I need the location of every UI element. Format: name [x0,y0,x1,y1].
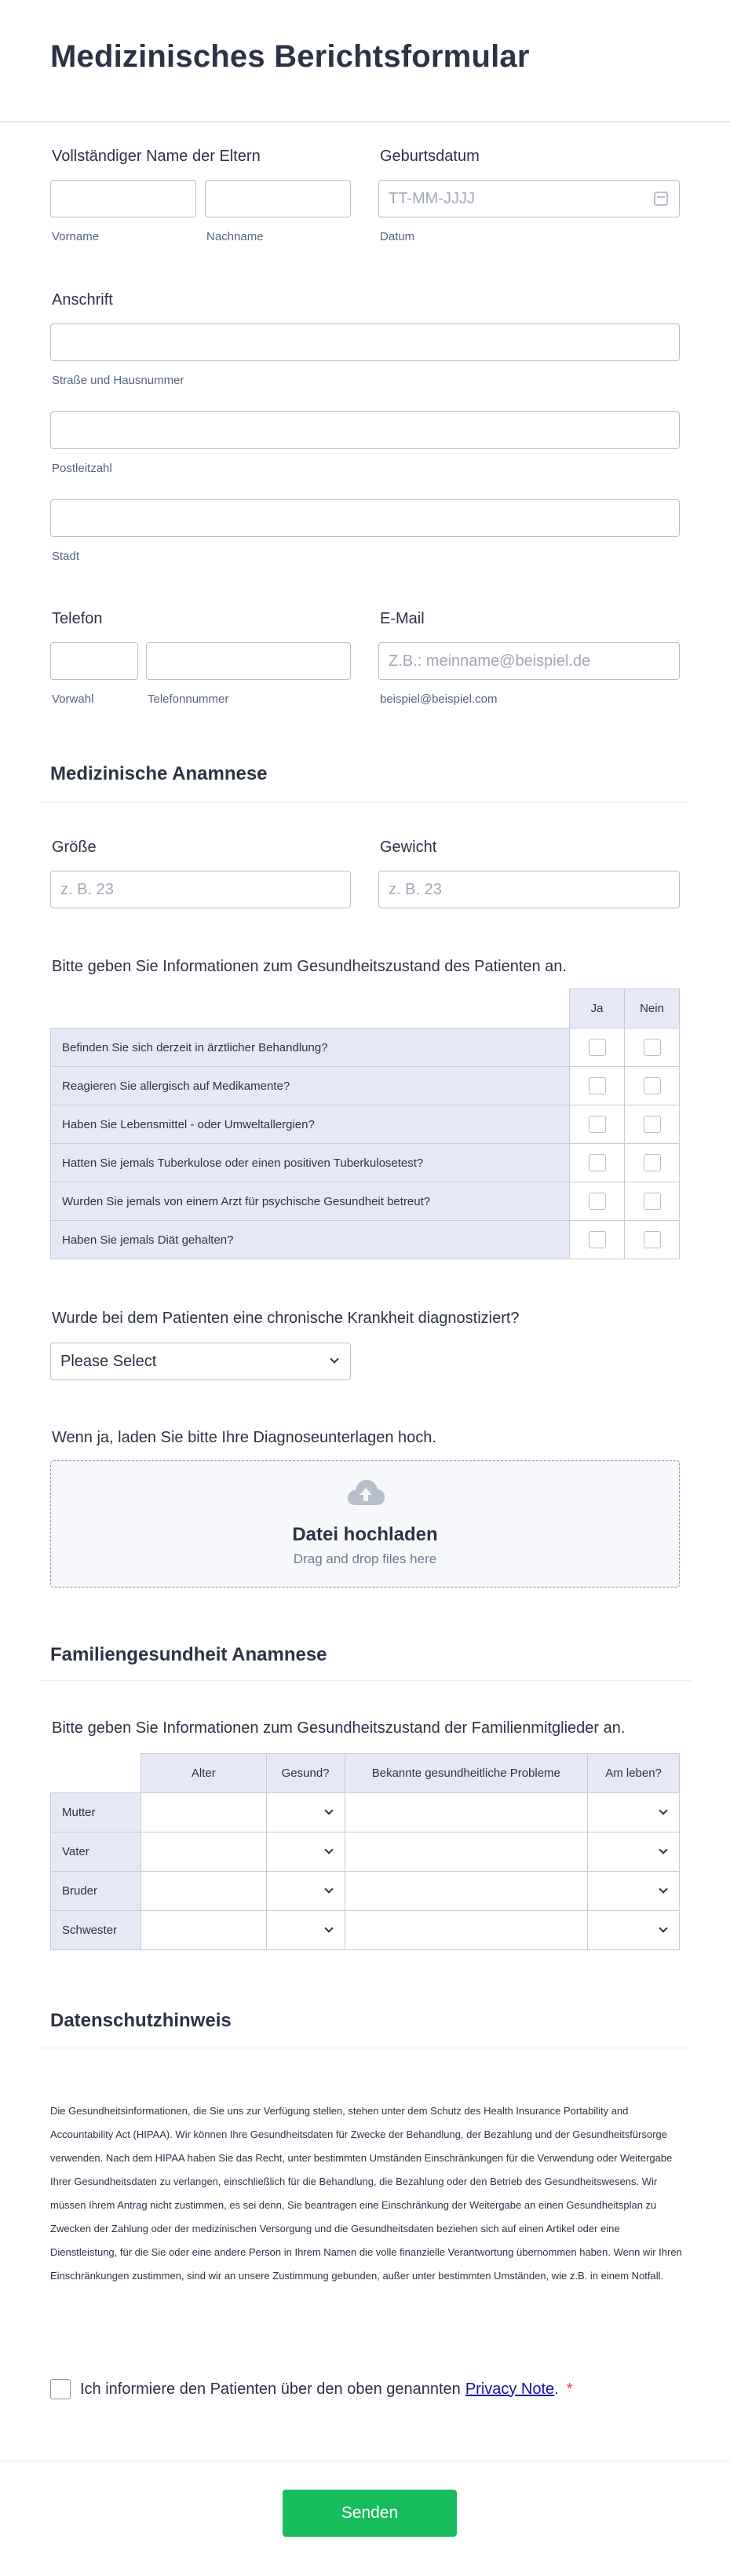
family-row-label: Mutter [51,1793,141,1832]
street-input[interactable] [50,323,680,361]
age-cell-input[interactable] [141,1872,266,1911]
matrix-checkbox[interactable] [644,1039,661,1056]
consent-text: Ich informiere den Patienten über den oben genannten [80,2380,461,2398]
first-name-input[interactable] [50,180,196,217]
section-divider [39,1680,691,1681]
healthy-select[interactable] [267,1794,345,1832]
problems-cell-input[interactable] [345,1872,588,1911]
matrix-col-nein: Nein [625,989,680,1029]
birth-date-input[interactable] [378,180,680,217]
phone-number-sublabel: Telefonnummer [148,692,229,706]
privacy-note-link[interactable]: Privacy Note [465,2380,555,2398]
table-row [51,1182,680,1221]
email-placeholder: Z.B.: meinname@beispiel.de [389,652,591,670]
phone-number-input[interactable] [146,642,351,680]
table-row [51,1872,680,1911]
first-name-sublabel: Vorname [52,230,100,243]
problems-cell-input[interactable] [345,1793,588,1832]
page-title: Medizinisches Berichtsformular [50,39,530,74]
matrix-checkbox[interactable] [644,1116,661,1133]
family-col-alive: Am leben? [588,1754,680,1793]
zip-sublabel: Postleitzahl [52,462,112,475]
chronic-select[interactable] [50,1343,351,1380]
anamnesis-title: Medizinische Anamnese [50,763,268,784]
health-matrix-question: Bitte geben Sie Informationen zum Gesundheitszustand des Patienten an. [52,958,567,975]
age-cell-input[interactable] [141,1911,266,1950]
matrix-corner [51,989,570,1029]
chronic-select-value: Please Select [60,1352,157,1370]
chevron-down-icon [659,1884,667,1893]
matrix-row-label: Wurden Sie jemals von einem Arzt für psychische Gesundheit betreut? [51,1182,570,1221]
chevron-down-icon [659,1924,667,1932]
family-col-age: Alter [141,1754,266,1793]
matrix-col-ja: Ja [570,989,625,1029]
family-title: Familiengesundheit Anamnese [50,1644,327,1665]
healthy-select[interactable] [267,1833,345,1871]
chevron-down-icon [324,1884,333,1893]
birth-date-label: Geburtsdatum [380,148,480,165]
email-label: E-Mail [380,610,425,627]
height-input[interactable] [50,871,351,908]
family-row-label: Bruder [51,1872,141,1911]
privacy-title: Datenschutzhinweis [50,2010,232,2031]
privacy-text: Die Gesundheitsinformationen, die Sie uns zur Verfügung stellen, stehen unter dem Schutz des Health Insurance Portability and Accountability Act (HIPAA). Wir können Ihre Gesundheitsdaten für Zwecke der Behandlung, der Bezahlung und der Gesundheitsfürsorge verwenden. Nach dem HIPAA haben Sie das Recht, unter bestimmten Umständen Einschränkungen für die Verwendung oder Weitergabe Ihrer Gesundheitsdaten zu verlangen, einschließlich für die Behandlung, die Bezahlung oder den Betrieb des Gesundheitswesens. Wir müssen Ihrem Antrag nicht zustimmen, es sei denn, Sie beantragen eine Einschränkung der Weitergabe an einen Gesundheitsplan zu Zwecken der Zahlung oder der medizinischen Versorgung und die Gesundheitsdaten beziehen sich auf einen Artikel oder eine Dienstleistung, für die Sie oder eine andere Person in Ihrem Namen die volle finanzielle Verantwortung übernommen haben. Wenn wir Ihren Einschränkungen zustimmen, sind wir an unsere Zustimmung gebunden, außer unter bestimmten Umständen, wie z.B. in einem Notfall. [50,2105,682,2282]
chevron-down-icon [324,1845,333,1854]
city-input[interactable] [50,499,680,537]
height-placeholder: z. B. 23 [60,880,114,898]
matrix-checkbox[interactable] [589,1116,606,1133]
matrix-checkbox[interactable] [644,1193,661,1210]
matrix-checkbox[interactable] [589,1077,606,1094]
alive-select[interactable] [588,1873,679,1910]
area-code-input[interactable] [50,642,138,680]
health-matrix-table [50,988,680,1259]
cloud-upload-icon [346,1478,385,1507]
matrix-checkbox[interactable] [589,1193,606,1210]
healthy-select[interactable] [267,1912,345,1949]
family-row-label: Schwester [51,1911,141,1950]
table-row [51,1221,680,1259]
email-sublabel: beispiel@beispiel.com [380,692,498,706]
chronic-question: Wurde bei dem Patienten eine chronische Krankheit diagnostiziert? [52,1310,520,1327]
upload-title: Datei hochladen [292,1524,438,1545]
chevron-down-icon [659,1845,667,1854]
phone-label: Telefon [52,610,103,627]
table-row [51,1144,680,1182]
address-label: Anschrift [52,291,113,309]
matrix-checkbox[interactable] [589,1154,606,1171]
city-sublabel: Stadt [52,550,80,563]
last-name-sublabel: Nachname [206,230,264,243]
area-code-sublabel: Vorwahl [52,692,94,706]
table-row [51,1029,680,1067]
required-mark: * [566,2380,573,2398]
chevron-down-icon [324,1806,333,1814]
file-upload-dropzone[interactable] [50,1460,680,1588]
matrix-corner [51,1754,141,1793]
family-row-label: Vater [51,1832,141,1872]
matrix-checkbox[interactable] [644,1077,661,1094]
table-row [51,1793,680,1832]
birth-date-placeholder: TT-MM-JJJJ [389,189,475,207]
family-question: Bitte geben Sie Informationen zum Gesundheitszustand der Familienmitglieder an. [52,1719,626,1737]
alive-select[interactable] [588,1794,679,1832]
matrix-row-label: Haben Sie Lebensmittel - oder Umweltallergien? [51,1105,570,1144]
table-row [51,1067,680,1105]
matrix-row-label: Befinden Sie sich derzeit in ärztlicher Behandlung? [51,1029,570,1067]
street-sublabel: Straße und Hausnummer [52,374,184,387]
section-divider [39,802,691,803]
healthy-select[interactable] [267,1873,345,1910]
chevron-down-icon [659,1806,667,1814]
zip-input[interactable] [50,411,680,449]
birth-date-sublabel: Datum [380,230,415,243]
family-col-problems: Bekannte gesundheitliche Probleme [345,1754,588,1793]
weight-label: Gewicht [380,839,437,856]
matrix-checkbox[interactable] [644,1154,661,1171]
form-header [0,0,730,122]
submit-button[interactable]: Senden [283,2490,457,2537]
parent-name-label: Vollständiger Name der Eltern [52,148,261,165]
consent-checkbox[interactable] [50,2379,71,2399]
matrix-row-label: Haben Sie jemals Diät gehalten? [51,1221,570,1259]
calendar-icon[interactable] [654,192,668,206]
upload-question: Wenn ja, laden Sie bitte Ihre Diagnoseunterlagen hoch. [52,1429,436,1446]
email-input[interactable] [378,642,680,680]
height-label: Größe [52,839,97,856]
matrix-row-label: Reagieren Sie allergisch auf Medikamente? [51,1067,570,1105]
chevron-down-icon [324,1924,333,1932]
matrix-checkbox[interactable] [589,1231,606,1248]
last-name-input[interactable] [205,180,351,217]
chevron-down-icon [330,1354,338,1363]
weight-input[interactable] [378,871,680,908]
alive-select[interactable] [588,1833,679,1871]
alive-select[interactable] [588,1912,679,1949]
table-row [51,1105,680,1144]
matrix-row-label: Hatten Sie jemals Tuberkulose oder einen positiven Tuberkulosetest? [51,1144,570,1182]
table-row [51,1911,680,1950]
weight-placeholder: z. B. 23 [389,880,442,898]
age-cell-input[interactable] [141,1832,266,1872]
consent-end: . [554,2380,559,2398]
age-cell-input[interactable] [141,1793,266,1832]
upload-subtitle: Drag and drop files here [293,1551,437,1566]
consent-row [50,2379,573,2399]
matrix-checkbox[interactable] [589,1039,606,1056]
matrix-checkbox[interactable] [644,1231,661,1248]
family-matrix-table [50,1753,680,1950]
table-row [51,1832,680,1872]
problems-cell-input[interactable] [345,1832,588,1872]
problems-cell-input[interactable] [345,1911,588,1950]
family-col-healthy: Gesund? [266,1754,345,1793]
